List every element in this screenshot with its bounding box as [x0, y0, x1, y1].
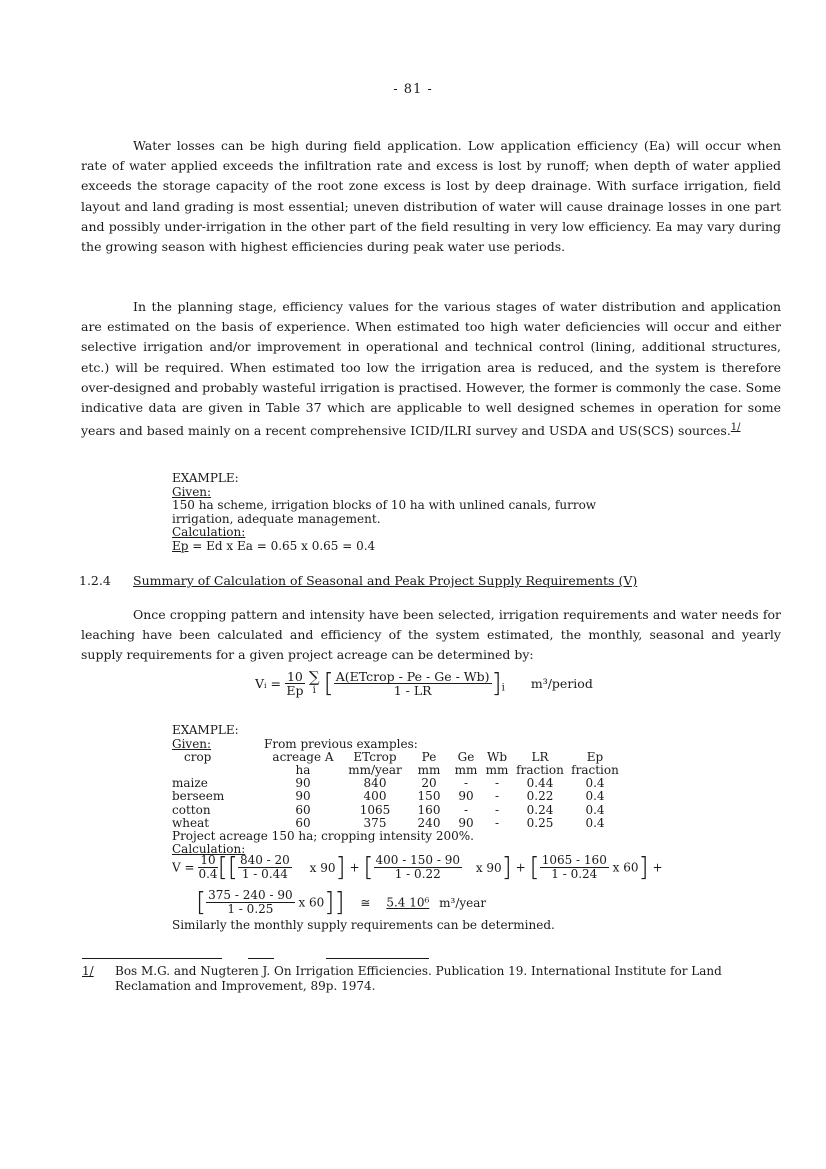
table-cell: 375 [363, 815, 387, 830]
table-cell: 0.24 [526, 802, 554, 817]
table-cell: - [463, 776, 469, 791]
table-unit: mm [454, 762, 478, 777]
bracket-right: ] [501, 852, 512, 883]
table-cell: 150 [417, 789, 441, 804]
result-unit: m³/year [439, 895, 487, 910]
table-units-row [172, 764, 622, 777]
table-cell: 90 [295, 776, 311, 791]
bracket-left: [ [323, 668, 334, 699]
table-cell: 400 [363, 789, 387, 804]
calculation-line-1 [172, 854, 663, 881]
calculation-label: Calculation: [172, 525, 246, 539]
table-cell: 240 [417, 815, 441, 830]
plus-sign: + [652, 860, 663, 875]
sum-symbol: ∑ [308, 667, 320, 686]
formula-denominator: 1 - LR [393, 683, 432, 698]
example-efficiency [172, 472, 596, 553]
coef-denominator: 0.4 [198, 867, 218, 881]
formula-coef-numerator: 10 [286, 669, 303, 684]
sum-index: i [312, 684, 316, 696]
paragraph-supply-requirements [81, 605, 781, 666]
table-unit: mm [417, 762, 441, 777]
term3-multiplier: x 60 [612, 860, 639, 875]
bracket-right: ] [638, 852, 649, 883]
table-cell: 90 [295, 789, 311, 804]
table-cell: wheat [172, 815, 210, 830]
table-cell: 160 [417, 802, 441, 817]
table-header-row [172, 751, 622, 764]
table-header: ETcrop [353, 749, 397, 764]
table-header: Ge [457, 749, 475, 764]
footnote-rule [326, 958, 429, 959]
table-cell: - [494, 776, 500, 791]
given-line: irrigation, adequate management. [172, 511, 381, 526]
formula-coef-denominator: Ep [286, 683, 304, 698]
table-unit: fraction [516, 762, 564, 777]
table-cell: cotton [172, 802, 211, 817]
table-cell: 0.4 [585, 802, 605, 817]
footnote-rule [248, 958, 274, 959]
table-unit: fraction [571, 762, 619, 777]
table-cell: 1065 [359, 802, 391, 817]
term2-numerator: 400 - 150 - 90 [375, 853, 460, 867]
page-number: - 81 - [393, 82, 433, 97]
table-cell: 0.4 [585, 776, 605, 791]
table-cell: - [494, 802, 500, 817]
section-number: 1.2.4 [79, 573, 111, 588]
table-header: Pe [421, 749, 437, 764]
table-cell: - [463, 802, 469, 817]
table-row [172, 738, 622, 751]
table-row [172, 790, 622, 803]
paragraph-water-losses [81, 136, 781, 257]
term1-multiplier: x 90 [309, 860, 336, 875]
table-cell: 60 [295, 815, 311, 830]
term4-denominator: 1 - 0.25 [227, 902, 274, 916]
section-heading [79, 573, 637, 588]
supply-formula [255, 667, 593, 699]
footnote-rule [82, 958, 222, 959]
term1-numerator: 840 - 20 [239, 853, 290, 867]
formula-subscript: i [501, 682, 505, 694]
term4-numerator: 375 - 240 - 90 [208, 888, 293, 902]
bracket-right: ]] [324, 887, 345, 918]
footnote-marker: 1/ [82, 964, 94, 978]
table-cell: 0.25 [526, 815, 554, 830]
table-header: LR [531, 749, 549, 764]
term2-multiplier: x 90 [475, 860, 502, 875]
plus-sign: + [515, 860, 526, 875]
paragraph-planning-stage [81, 297, 781, 442]
term3-numerator: 1065 - 160 [541, 853, 607, 867]
table-cell: 840 [363, 776, 387, 791]
table-cell: berseem [172, 789, 225, 804]
table-unit: ha [295, 762, 311, 777]
result-value: 5.4 10⁶ [386, 895, 430, 910]
calculation-line-2 [196, 889, 486, 916]
paragraph-text: Water losses can be high during field application. Low application efficiency (Ea) will occur when rate of water applied exceeds the infiltration rate and excess is lost by runoff; when depth of water applied exceeds the storage capacity of the root zone excess is lost by deep drainage. With surface irrigation, field layout and land grading is most essential; uneven distribution of water will cause drainage losses in one part and possibly under-irrigation in the other part of the field resulting in very low efficiency. Ea may vary during the growing season with highest efficiencies during peak water use periods. [81, 138, 781, 255]
bracket-left: [ [363, 852, 374, 883]
example-label: EXAMPLE: [172, 723, 239, 737]
paragraph-text: Once cropping pattern and intensity have been selected, irrigation requirements and water needs for leaching have been calculated and efficiency of the system estimated, the monthly, seasonal and yearly supply requirements for a given project acreage can be determined by: [81, 607, 781, 663]
v-label: V = [172, 860, 195, 875]
table-cell: 60 [295, 802, 311, 817]
table-cell: - [494, 815, 500, 830]
table-cell: 90 [458, 789, 474, 804]
term4-multiplier: x 60 [298, 895, 325, 910]
table-cell: - [494, 789, 500, 804]
table-cell: 0.22 [526, 789, 554, 804]
bracket-right: ] [491, 668, 502, 699]
term1-denominator: 1 - 0.44 [241, 867, 288, 881]
table-unit: mm [485, 762, 509, 777]
crop-table [172, 738, 622, 830]
table-header: crop [184, 749, 212, 764]
paragraph-text: In the planning stage, efficiency values for the various stages of water distribution and application are estimated on the basis of experience. When estimated too high water deficiencies will occur and either selective irrigation and/or improvement in operational and technical control (lining, additional structures, etc.) will be required. When estimated too low the irrigation area is reduced, and the system is therefore over-designed and probably wasteful irrigation is practised. However, the former is commonly the case. Some indicative data are given in Table 37 which are applicable to well designed schemes in operation for some years and based mainly on a recent comprehensive ICID/ILRI survey and USDA and US(SCS) sources. [81, 299, 781, 439]
table-cell: 0.44 [526, 776, 554, 791]
similarly-line: Similarly the monthly supply requirements can be determined. [172, 918, 555, 932]
table-cell: 90 [458, 815, 474, 830]
coef-numerator: 10 [200, 853, 216, 867]
table-row [172, 777, 622, 790]
plus-sign: + [349, 860, 360, 875]
term3-denominator: 1 - 0.24 [551, 867, 598, 881]
footnote-text: Bos M.G. and Nugteren J. On Irrigation Efficiencies. Publication 19. International Institute for Land Reclamation and Improvement, 89p. 1974. [115, 964, 722, 993]
table-cell: maize [172, 776, 208, 791]
formula-numerator: A(ETcrop - Pe - Ge - Wb) [335, 669, 490, 684]
bracket-left: [[ [217, 852, 238, 883]
table-row [172, 817, 622, 830]
table-header: Wb [486, 749, 507, 764]
calculation-line: = Ed x Ea = 0.65 x 0.65 = 0.4 [188, 538, 376, 553]
given-label: Given: [172, 736, 212, 751]
footnote [82, 964, 772, 994]
example-supply [172, 724, 622, 857]
table-cell: 0.4 [585, 789, 605, 804]
bracket-right: ] [335, 852, 346, 883]
given-label: Given: [172, 484, 212, 499]
footnote-reference: 1/ [730, 422, 741, 434]
example-label: EXAMPLE: [172, 471, 239, 485]
bracket-left: [ [196, 887, 207, 918]
term2-denominator: 1 - 0.22 [394, 867, 441, 881]
approx-sign: ≅ [360, 895, 371, 910]
section-title: Summary of Calculation of Seasonal and Peak Project Supply Requirements (V) [133, 573, 638, 588]
calculation-label: Calculation: [172, 842, 246, 857]
bracket-left: [ [529, 852, 540, 883]
ep-symbol: Ep [172, 538, 189, 553]
table-cell: 0.4 [585, 815, 605, 830]
formula-unit: m³/period [530, 676, 593, 691]
table-header: acreage A [272, 749, 334, 764]
given-line: 150 ha scheme, irrigation blocks of 10 ha with unlined canals, furrow [172, 498, 597, 512]
given-description: From previous examples: [264, 736, 418, 751]
formula-lhs: Vᵢ = [255, 676, 281, 691]
table-header: Ep [586, 749, 604, 764]
table-cell: 20 [421, 776, 437, 791]
project-acreage-line: Project acreage 150 ha; cropping intensity 200%. [172, 828, 474, 843]
table-row [172, 804, 622, 817]
table-unit: mm/year [348, 762, 402, 777]
